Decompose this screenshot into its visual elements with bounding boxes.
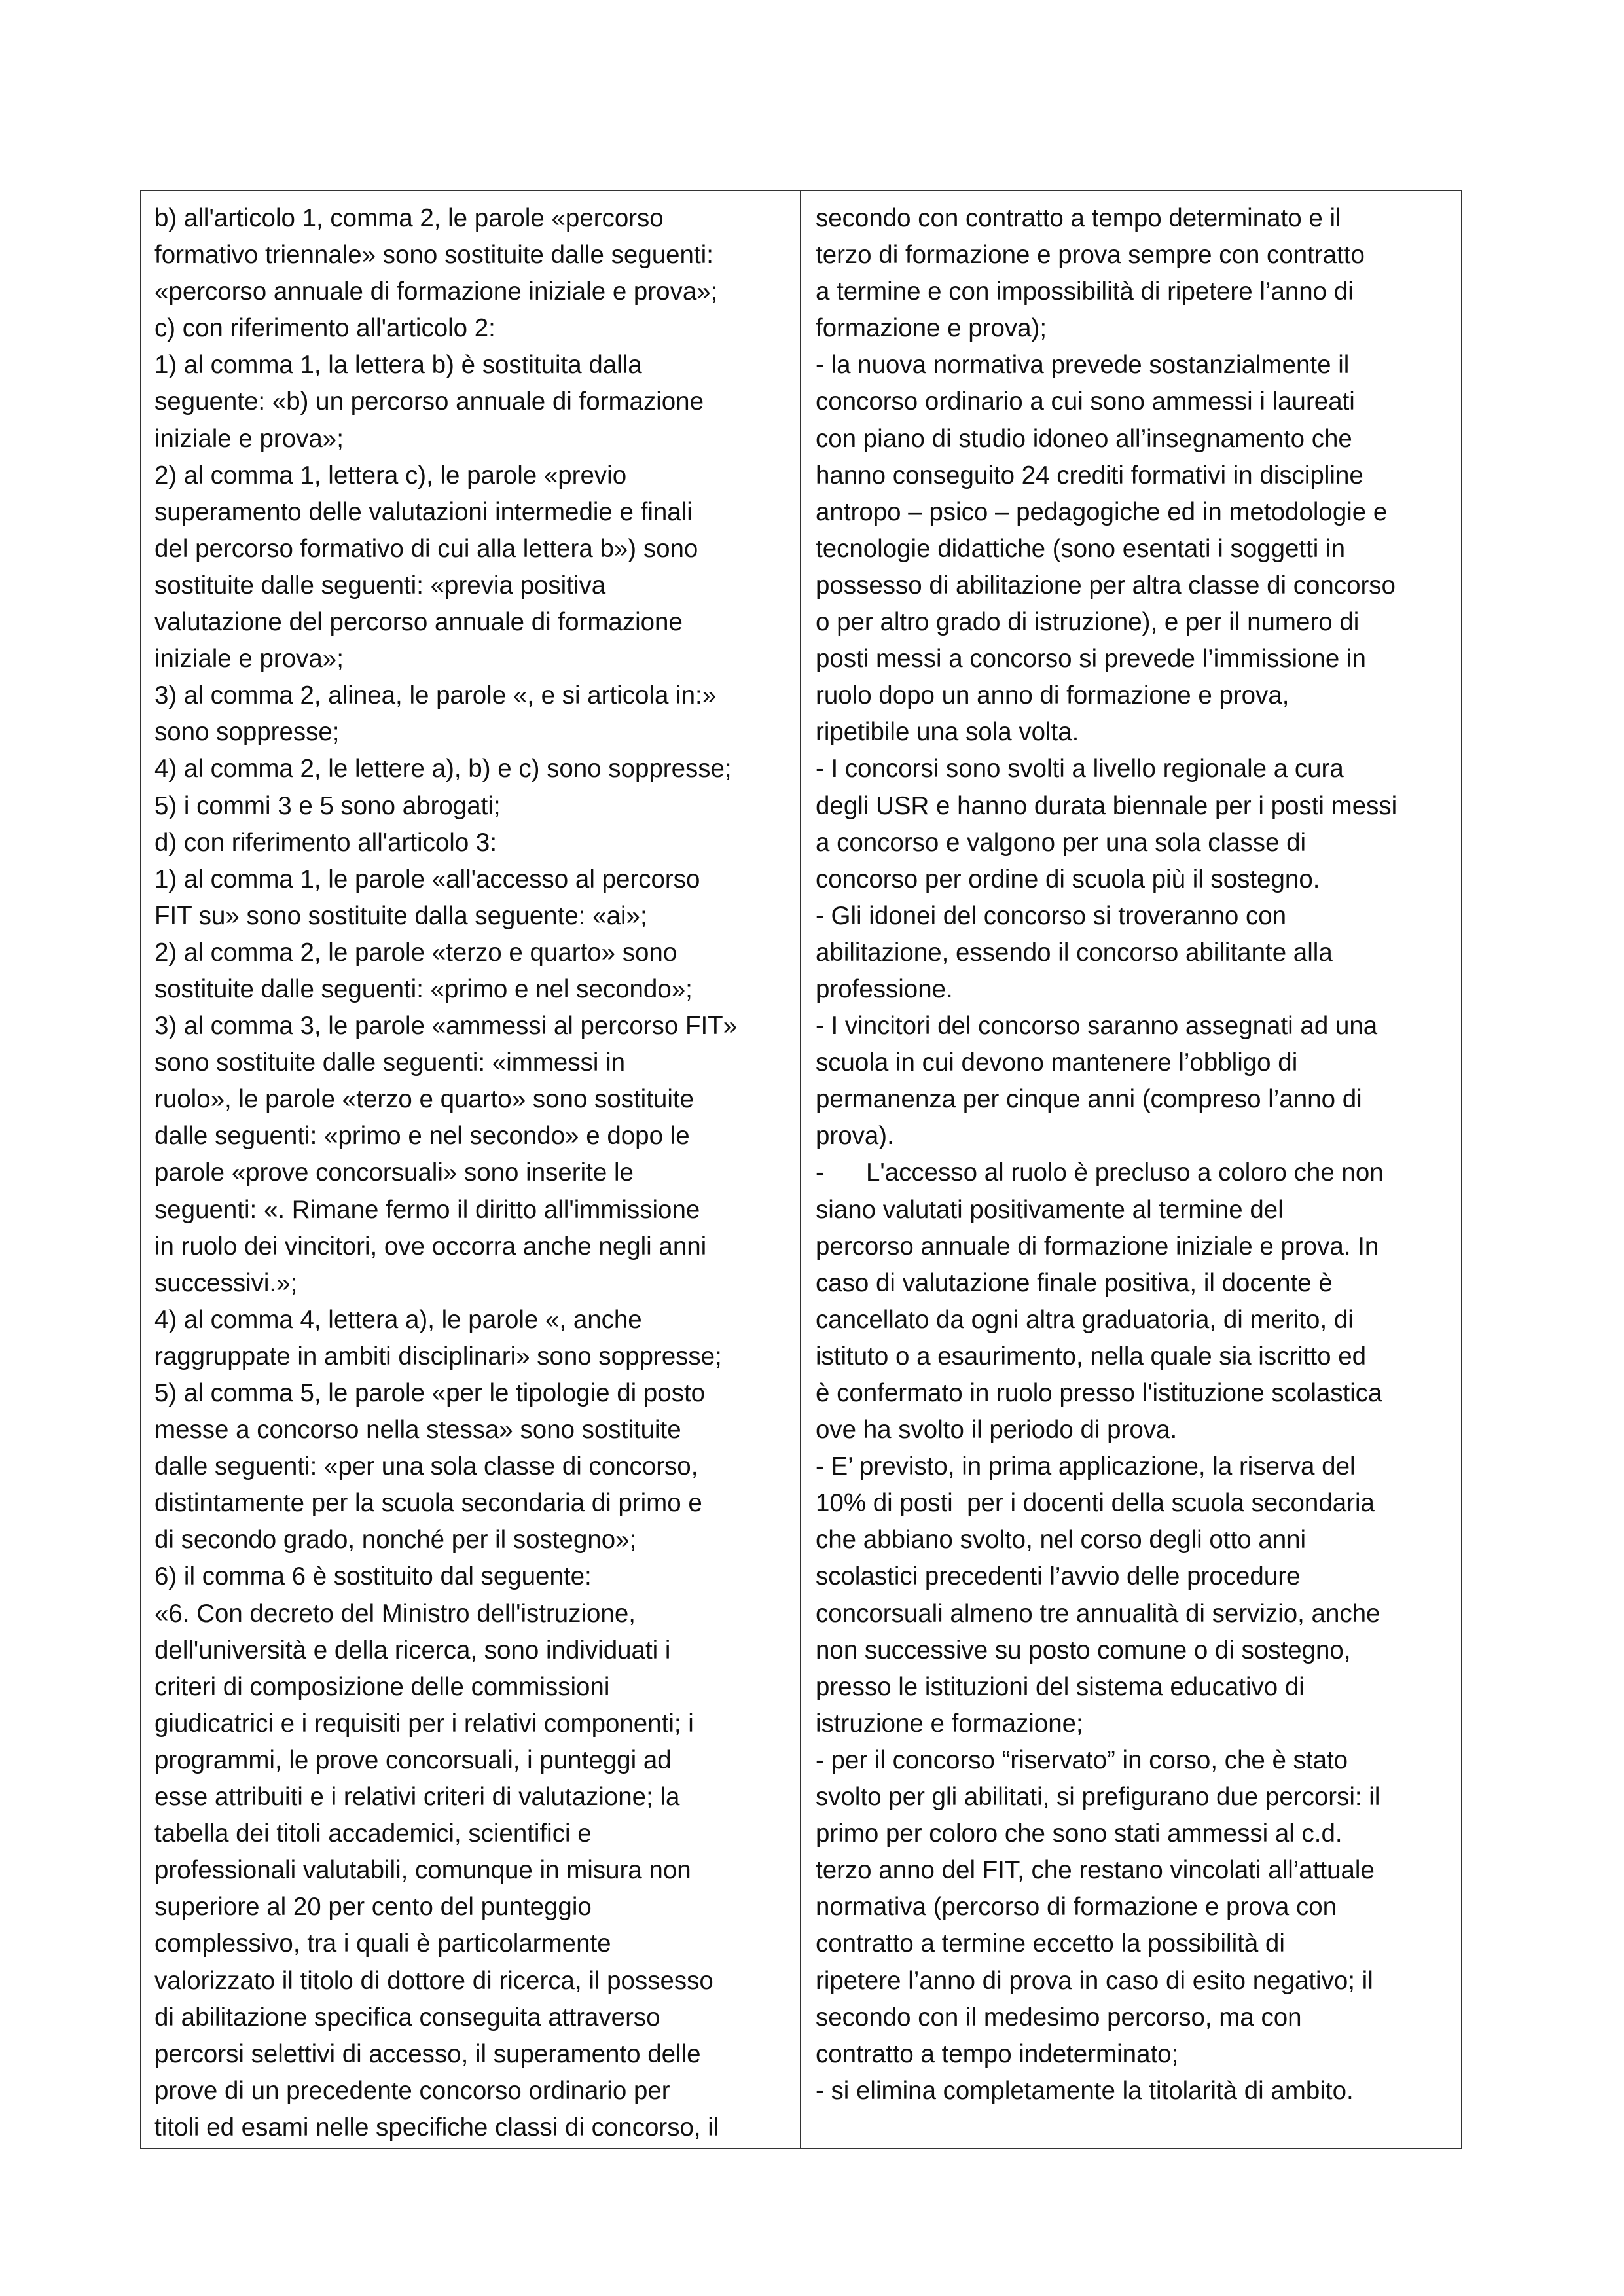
text-line: di secondo grado, nonché per il sostegno»; bbox=[154, 1526, 637, 1554]
text-line: siano valutati positivamente al termine del bbox=[816, 1195, 1284, 1224]
text-line: secondo con contratto a tempo determinato e il bbox=[816, 204, 1341, 232]
text-line: ruolo dopo un anno di formazione e prova, bbox=[816, 681, 1290, 710]
text-line: dell'università e della ricerca, sono individuati i bbox=[154, 1636, 671, 1664]
text-line: - I vincitori del concorso saranno assegnati ad una bbox=[816, 1012, 1378, 1041]
text-line: cancellato da ogni altra graduatoria, di merito, di bbox=[816, 1305, 1354, 1334]
text-line: sono sostituite dalle seguenti: «immessi in bbox=[154, 1049, 626, 1077]
text-line: complessivo, tra i quali è particolarmente bbox=[154, 1929, 611, 1958]
text-line: normativa (percorso di formazione e prova con bbox=[816, 1893, 1337, 1922]
text-line: degli USR e hanno durata biennale per i posti messi bbox=[816, 791, 1398, 820]
right-column-cell bbox=[801, 191, 1461, 2148]
text-line: parole «prove concorsuali» sono inserite le bbox=[154, 1158, 634, 1187]
text-line: contratto a termine eccetto la possibilità di bbox=[816, 1929, 1285, 1958]
text-line: 4) al comma 4, lettera a), le parole «, anche bbox=[154, 1305, 642, 1334]
text-line: «6. Con decreto del Ministro dell'istruzione, bbox=[154, 1599, 636, 1628]
text-line: secondo con il medesimo percorso, ma con bbox=[816, 2003, 1302, 2032]
text-line: 5) i commi 3 e 5 sono abrogati; bbox=[154, 791, 501, 820]
text-line: iniziale e prova»; bbox=[154, 424, 344, 453]
text-line: che abbiano svolto, nel corso degli otto anni bbox=[816, 1526, 1307, 1554]
text-line: formazione e prova); bbox=[816, 314, 1047, 343]
text-line: esse attribuiti e i relativi criteri di valutazione; la bbox=[154, 1783, 680, 1812]
text-line: istituto o a esaurimento, nella quale sia iscritto ed bbox=[816, 1342, 1367, 1371]
text-line: 1) al comma 1, la lettera b) è sostituita dalla bbox=[154, 351, 642, 380]
text-line: superamento delle valutazioni intermedie e finali bbox=[154, 497, 693, 526]
text-line: istruzione e formazione; bbox=[816, 1709, 1083, 1738]
text-line: possesso di abilitazione per altra classe di concorso bbox=[816, 571, 1396, 600]
text-line: è confermato in ruolo presso l'istituzione scolastica bbox=[816, 1379, 1382, 1407]
text-line: «percorso annuale di formazione iniziale e prova»; bbox=[154, 278, 718, 306]
text-line: percorsi selettivi di accesso, il superamento delle bbox=[154, 2039, 701, 2068]
text-line: iniziale e prova»; bbox=[154, 645, 344, 673]
text-line: tabella dei titoli accademici, scientifici e bbox=[154, 1820, 592, 1848]
text-line: messe a concorso nella stessa» sono sostituite bbox=[154, 1416, 681, 1444]
text-line: svolto per gli abilitati, si prefigurano due percorsi: il bbox=[816, 1783, 1380, 1812]
text-line: dalle seguenti: «per una sola classe di concorso, bbox=[154, 1452, 698, 1481]
text-line: concorsuali almeno tre annualità di servizio, anche bbox=[816, 1599, 1380, 1628]
text-line: caso di valutazione finale positiva, il docente è bbox=[816, 1268, 1333, 1297]
text-line: hanno conseguito 24 crediti formativi in discipline bbox=[816, 461, 1363, 490]
text-line: b) all'articolo 1, comma 2, le parole «percorso bbox=[154, 204, 664, 232]
text-line: permanenza per cinque anni (compreso l’anno di bbox=[816, 1085, 1362, 1114]
document-table bbox=[140, 190, 1462, 2149]
text-line: antropo – psico – pedagogiche ed in metodologie e bbox=[816, 497, 1388, 526]
text-line: d) con riferimento all'articolo 3: bbox=[154, 828, 497, 857]
text-line: sostituite dalle seguenti: «previa positiva bbox=[154, 571, 606, 600]
text-line: criteri di composizione delle commissioni bbox=[154, 1672, 610, 1701]
text-line: prova). bbox=[816, 1122, 894, 1151]
text-line: - la nuova normativa prevede sostanzialmente il bbox=[816, 351, 1350, 380]
text-line: valutazione del percorso annuale di formazione bbox=[154, 608, 683, 637]
left-column-cell bbox=[141, 191, 801, 2148]
text-line: presso le istituzioni del sistema educativo di bbox=[816, 1672, 1305, 1701]
text-line: ove ha svolto il periodo di prova. bbox=[816, 1416, 1178, 1444]
text-line: 3) al comma 3, le parole «ammessi al percorso FIT» bbox=[154, 1012, 738, 1041]
text-line: a concorso e valgono per una sola classe di bbox=[816, 828, 1307, 857]
text-line: 5) al comma 5, le parole «per le tipologie di posto bbox=[154, 1379, 706, 1407]
text-line: programmi, le prove concorsuali, i punteggi ad bbox=[154, 1746, 672, 1774]
text-line: - I concorsi sono svolti a livello regionale a cura bbox=[816, 755, 1344, 783]
text-line: 6) il comma 6 è sostituito dal seguente: bbox=[154, 1562, 592, 1591]
text-line: seguente: «b) un percorso annuale di formazione bbox=[154, 387, 704, 416]
text-line: titoli ed esami nelle specifiche classi di concorso, il bbox=[154, 2113, 719, 2142]
text-line: percorso annuale di formazione iniziale e prova. In bbox=[816, 1232, 1379, 1261]
text-line: 4) al comma 2, le lettere a), b) e c) sono soppresse; bbox=[154, 755, 732, 783]
text-line: ripetibile una sola volta. bbox=[816, 718, 1079, 747]
text-line: ruolo», le parole «terzo e quarto» sono sostituite bbox=[154, 1085, 694, 1114]
text-line: dalle seguenti: «primo e nel secondo» e dopo le bbox=[154, 1122, 690, 1151]
text-line: concorso ordinario a cui sono ammessi i laureati bbox=[816, 387, 1355, 416]
text-line: - E’ previsto, in prima applicazione, la riserva del bbox=[816, 1452, 1356, 1481]
text-line: FIT su» sono sostituite dalla seguente: «ai»; bbox=[154, 901, 647, 930]
text-line: non successive su posto comune o di sostegno, bbox=[816, 1636, 1351, 1664]
text-line: 1) al comma 1, le parole «all'accesso al percorso bbox=[154, 865, 700, 893]
text-line: sono soppresse; bbox=[154, 718, 340, 747]
text-line: formativo triennale» sono sostituite dalle seguenti: bbox=[154, 241, 713, 270]
text-line: a termine e con impossibilità di ripetere l’anno di bbox=[816, 278, 1354, 306]
text-line: con piano di studio idoneo all’insegnamento che bbox=[816, 424, 1352, 453]
text-line: scuola in cui devono mantenere l’obbligo di bbox=[816, 1049, 1298, 1077]
text-line: valorizzato il titolo di dottore di ricerca, il possesso bbox=[154, 1966, 713, 1995]
text-line: - per il concorso “riservato” in corso, che è stato bbox=[816, 1746, 1348, 1774]
text-line: ripetere l’anno di prova in caso di esito negativo; il bbox=[816, 1966, 1373, 1995]
text-line: prove di un precedente concorso ordinario per bbox=[154, 2076, 670, 2105]
text-line: del percorso formativo di cui alla lettera b») sono bbox=[154, 534, 698, 563]
text-line: concorso per ordine di scuola più il sostegno. bbox=[816, 865, 1320, 893]
text-line: seguenti: «. Rimane fermo il diritto all'immissione bbox=[154, 1195, 700, 1224]
text-line: terzo di formazione e prova sempre con contratto bbox=[816, 241, 1365, 270]
text-line: - L'accesso al ruolo è precluso a coloro che non bbox=[816, 1158, 1384, 1187]
text-line: posti messi a concorso si prevede l’immissione in bbox=[816, 645, 1366, 673]
text-line: - Gli idonei del concorso si troveranno con bbox=[816, 901, 1287, 930]
text-line: terzo anno del FIT, che restano vincolati all’attuale bbox=[816, 1856, 1375, 1885]
text-line: 3) al comma 2, alinea, le parole «, e si articola in:» bbox=[154, 681, 717, 710]
text-line: tecnologie didattiche (sono esentati i soggetti in bbox=[816, 534, 1346, 563]
text-line: giudicatrici e i requisiti per i relativi componenti; i bbox=[154, 1709, 694, 1738]
text-line: superiore al 20 per cento del punteggio bbox=[154, 1893, 592, 1922]
text-line: distintamente per la scuola secondaria di primo e bbox=[154, 1489, 702, 1518]
text-line: sostituite dalle seguenti: «primo e nel secondo»; bbox=[154, 975, 693, 1003]
text-line: di abilitazione specifica conseguita attraverso bbox=[154, 2003, 660, 2032]
text-line: c) con riferimento all'articolo 2: bbox=[154, 314, 496, 343]
text-line: scolastici precedenti l’avvio delle procedure bbox=[816, 1562, 1301, 1591]
text-line: 2) al comma 2, le parole «terzo e quarto» sono bbox=[154, 938, 677, 967]
text-line: - si elimina completamente la titolarità di ambito. bbox=[816, 2076, 1354, 2105]
text-line: 10% di posti per i docenti della scuola secondaria bbox=[816, 1489, 1375, 1518]
text-line: o per altro grado di istruzione), e per il numero di bbox=[816, 608, 1360, 637]
text-line: professionali valutabili, comunque in misura non bbox=[154, 1856, 691, 1885]
text-line: contratto a tempo indeterminato; bbox=[816, 2039, 1179, 2068]
text-line: primo per coloro che sono stati ammessi al c.d. bbox=[816, 1820, 1343, 1848]
text-line: professione. bbox=[816, 975, 953, 1003]
text-line: in ruolo dei vincitori, ove occorra anche negli anni bbox=[154, 1232, 707, 1261]
text-line: raggruppate in ambiti disciplinari» sono soppresse; bbox=[154, 1342, 722, 1371]
text-line: abilitazione, essendo il concorso abilitante alla bbox=[816, 938, 1333, 967]
text-line: successivi.»; bbox=[154, 1268, 298, 1297]
text-line: 2) al comma 1, lettera c), le parole «previo bbox=[154, 461, 627, 490]
